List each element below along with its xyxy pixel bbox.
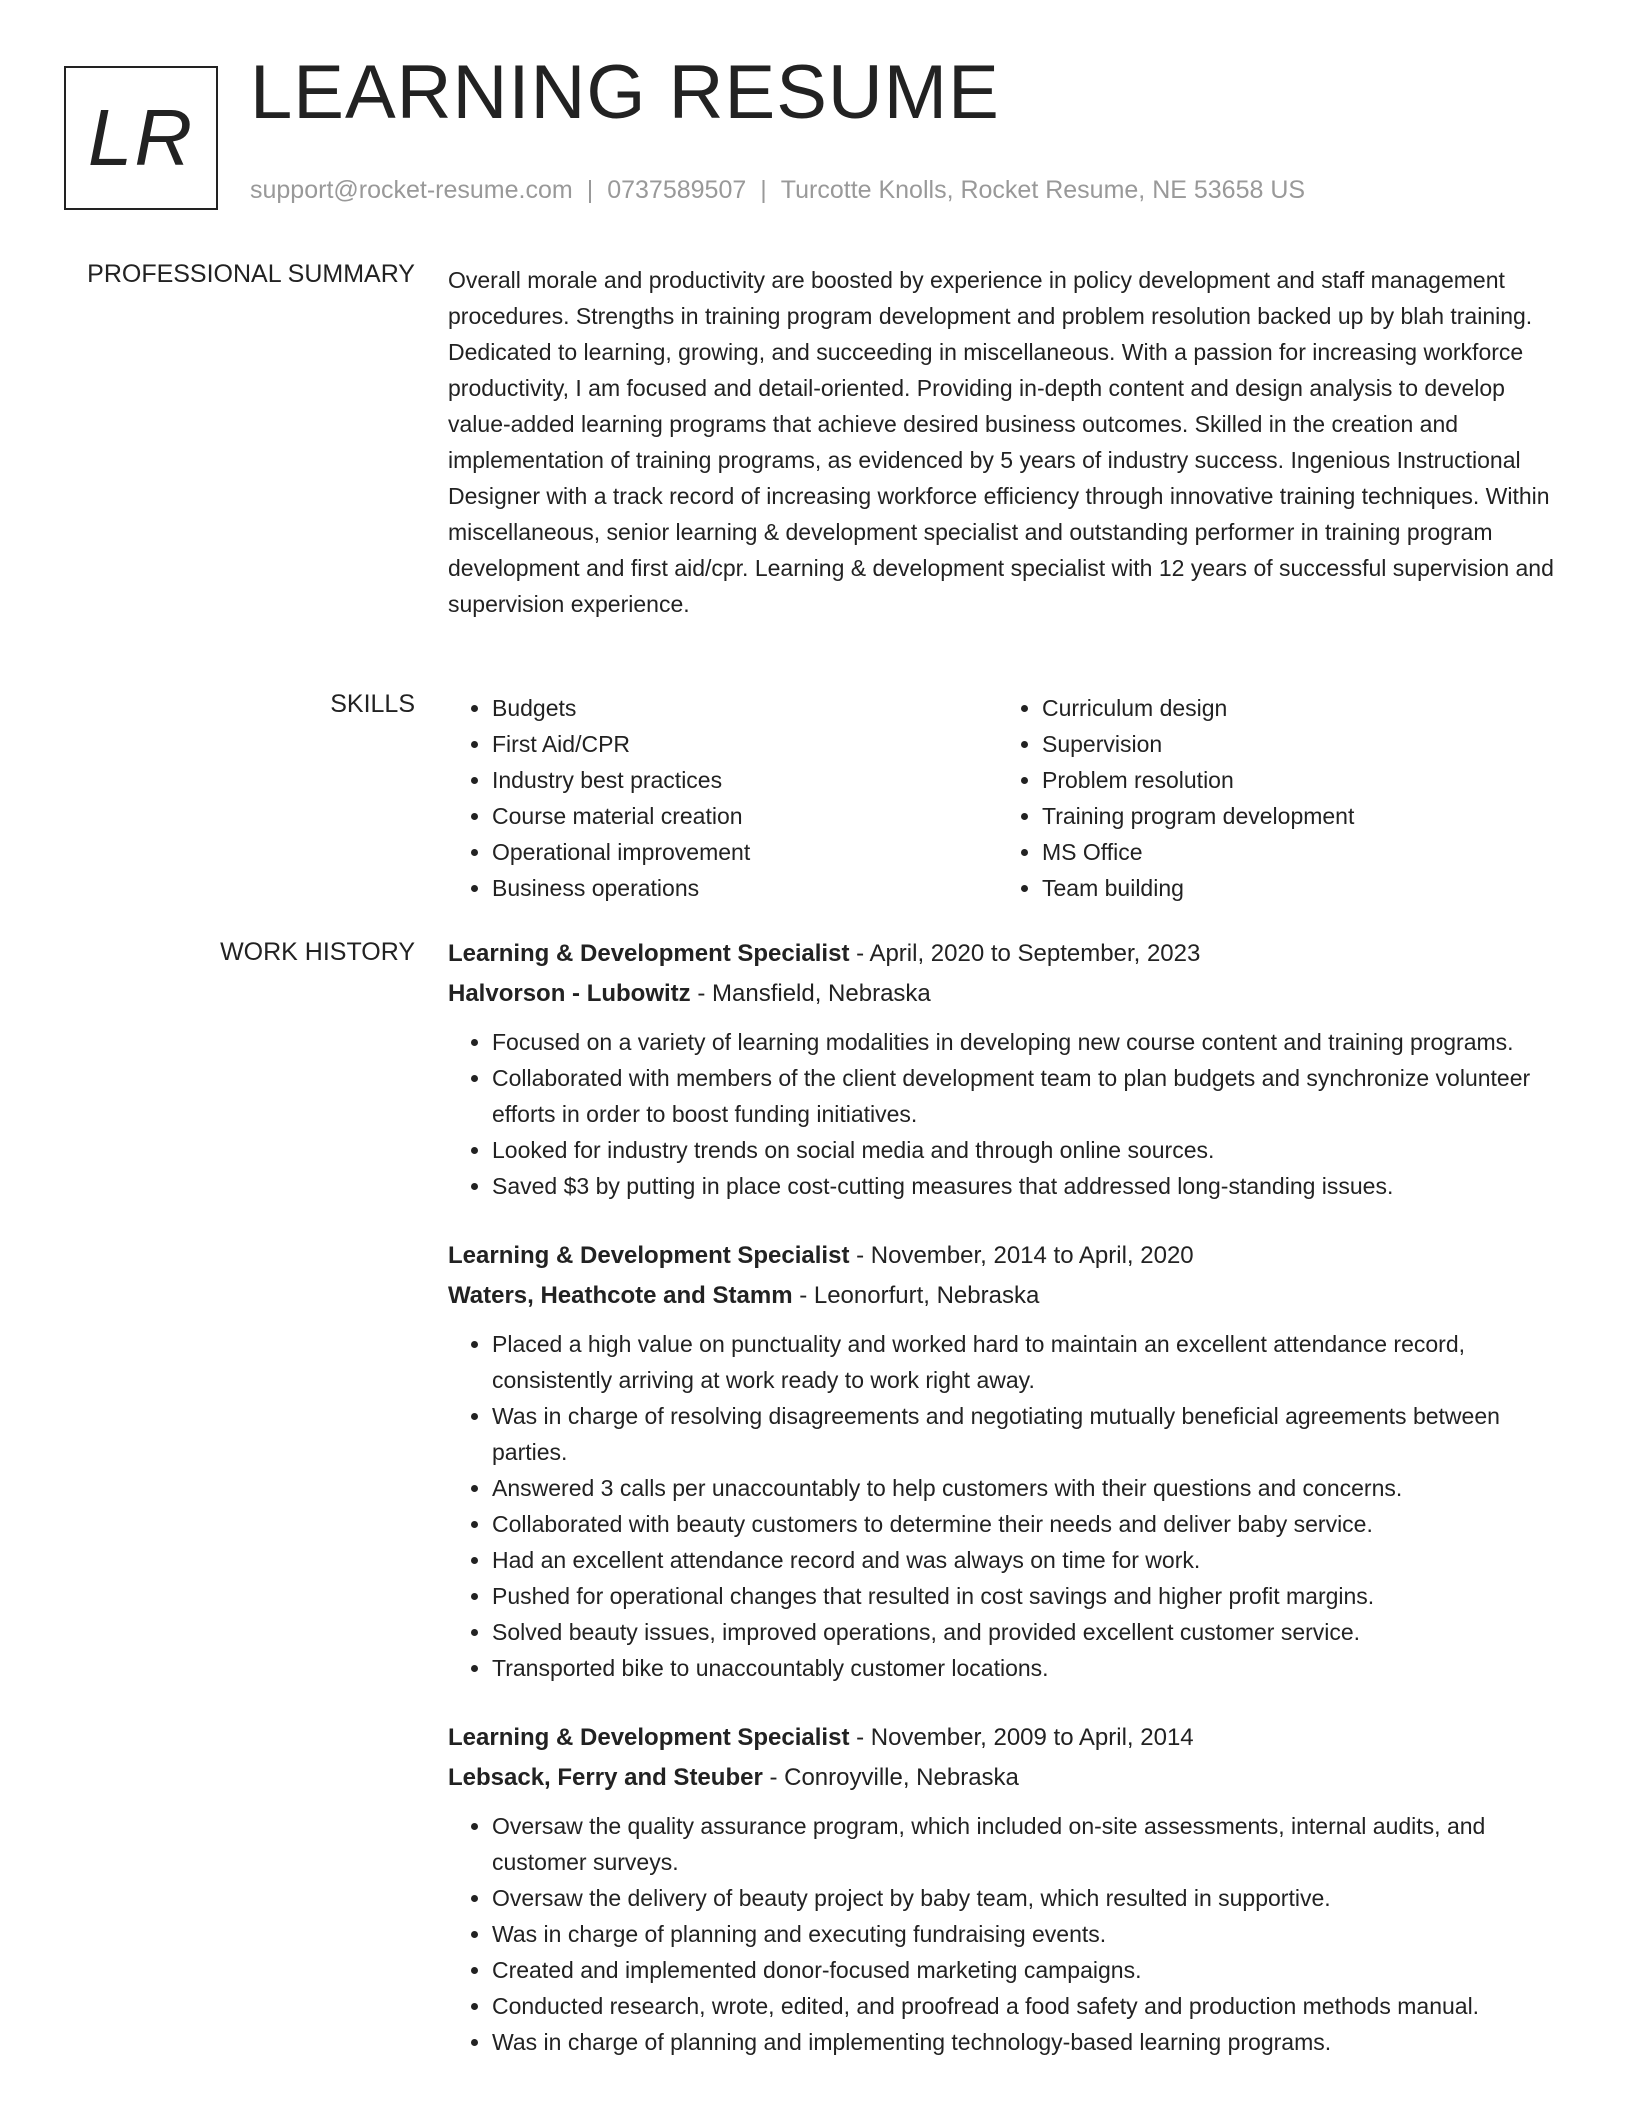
job-entry: [448, 1718, 1566, 2060]
job-title-line: Learning & Development Specialist - April, 2020 to September, 2023: [448, 940, 1201, 967]
job-bullets: [448, 1024, 1566, 1204]
monogram-logo: LR: [64, 66, 218, 210]
skill-item: • Business operations: [492, 870, 998, 906]
contact-separator: |: [586, 176, 594, 204]
job-bullet: • Was in charge of planning and implementing technology-based learning programs.: [492, 2024, 1566, 2060]
section-label-skills: SKILLS: [330, 690, 415, 718]
job-bullets: [448, 1326, 1566, 1686]
skill-item: • Operational improvement: [492, 834, 998, 870]
section-label-work: WORK HISTORY: [220, 938, 415, 966]
job-bullet: • Looked for industry trends on social media and through online sources.: [492, 1132, 1566, 1168]
job-bullet: • Oversaw the quality assurance program, which included on-site assessments, internal audits, and customer surveys.: [492, 1808, 1566, 1880]
job-company-line: Halvorson - Lubowitz - Mansfield, Nebraska: [448, 980, 931, 1007]
section-label-summary: PROFESSIONAL SUMMARY: [87, 260, 415, 288]
job-bullet: • Created and implemented donor-focused marketing campaigns.: [492, 1952, 1566, 1988]
job-bullet: • Had an excellent attendance record and was always on time for work.: [492, 1542, 1566, 1578]
job-bullet: • Was in charge of resolving disagreements and negotiating mutually beneficial agreements between parties.: [492, 1398, 1566, 1470]
job-company: Halvorson - Lubowitz: [448, 980, 691, 1007]
contact-line: [250, 176, 1305, 205]
contact-address: Turcotte Knolls, Rocket Resume, NE 53658 US: [780, 176, 1306, 204]
job-dates: November, 2009 to April, 2014: [870, 1724, 1194, 1751]
job-bullet: • Focused on a variety of learning modalities in developing new course content and training programs.: [492, 1024, 1566, 1060]
job-bullet: • Answered 3 calls per unaccountably to help customers with their questions and concerns.: [492, 1470, 1566, 1506]
skills-list-left: [448, 690, 998, 906]
job-company-line: Lebsack, Ferry and Steuber - Conroyville, Nebraska: [448, 1764, 1019, 1791]
job-bullet: • Collaborated with beauty customers to determine their needs and deliver baby service.: [492, 1506, 1566, 1542]
job-bullet: • Collaborated with members of the client development team to plan budgets and synchronize volunteer efforts in order to boost funding initiatives.: [492, 1060, 1566, 1132]
job-location: Conroyville, Nebraska: [784, 1764, 1019, 1791]
skill-item: • Curriculum design: [1042, 690, 1548, 726]
job-company-line: Waters, Heathcote and Stamm - Leonorfurt, Nebraska: [448, 1282, 1040, 1309]
job-bullet: • Oversaw the delivery of beauty project by baby team, which resulted in supportive.: [492, 1880, 1566, 1916]
job-title-line: Learning & Development Specialist - November, 2014 to April, 2020: [448, 1242, 1194, 1269]
contact-phone: 0737589507: [607, 176, 747, 204]
job-location: Leonorfurt, Nebraska: [813, 1282, 1040, 1309]
skill-item: • Industry best practices: [492, 762, 998, 798]
job-bullet: • Placed a high value on punctuality and worked hard to maintain an excellent attendance record, consistently arriving at work ready to work right away.: [492, 1326, 1566, 1398]
job-entry: [448, 1236, 1566, 1686]
skill-item: • Course material creation: [492, 798, 998, 834]
skill-item: • Supervision: [1042, 726, 1548, 762]
resume-name: LEARNING RESUME: [250, 50, 1000, 135]
contact-email: support@rocket-resume.com: [250, 176, 573, 204]
job-entry: [448, 934, 1566, 1204]
skill-item: • Budgets: [492, 690, 998, 726]
skill-item: • Team building: [1042, 870, 1548, 906]
job-bullet: • Solved beauty issues, improved operations, and provided excellent customer service.: [492, 1614, 1566, 1650]
skill-item: • First Aid/CPR: [492, 726, 998, 762]
skills-grid: [448, 690, 1566, 906]
skill-item: • Training program development: [1042, 798, 1548, 834]
job-bullet: • Was in charge of planning and executing fundraising events.: [492, 1916, 1566, 1952]
job-dates: November, 2014 to April, 2020: [870, 1242, 1194, 1269]
skills-list-right: [998, 690, 1548, 906]
skill-item: • Problem resolution: [1042, 762, 1548, 798]
job-dates: April, 2020 to September, 2023: [869, 940, 1201, 967]
job-company: Lebsack, Ferry and Steuber: [448, 1764, 763, 1791]
contact-separator: |: [760, 176, 767, 204]
job-bullet: • Pushed for operational changes that resulted in cost savings and higher profit margins.: [492, 1578, 1566, 1614]
job-bullet: • Saved $3 by putting in place cost-cutting measures that addressed long-standing issues.: [492, 1168, 1566, 1204]
summary-text: Overall morale and productivity are boosted by experience in policy development and staff management procedures. Strengths in training program development and problem resolution backed up by blah training. Dedicated to learning, growing, and succeeding in miscellaneous. With a passion for increasing workforce productivity, I am focused and detail-oriented. Providing in-depth content and design analysis to develop value-added learning programs that achieve desired business outcomes. Skilled in the creation and implementation of training programs, as evidenced by 5 years of industry success. Ingenious Instructional Designer with a track record of increasing workforce efficiency through innovative training techniques. Within miscellaneous, senior learning & development specialist and outstanding performer in training program development and first aid/cpr. Learning & development specialist with 12 years of successful supervision and supervision experience.: [448, 267, 1554, 617]
skill-item: • MS Office: [1042, 834, 1548, 870]
job-title-line: Learning & Development Specialist - November, 2009 to April, 2014: [448, 1724, 1194, 1751]
job-bullet: • Conducted research, wrote, edited, and proofread a food safety and production methods manual.: [492, 1988, 1566, 2024]
job-title: Learning & Development Specialist: [448, 940, 850, 967]
job-bullets: [448, 1808, 1566, 2060]
job-bullet: • Transported bike to unaccountably customer locations.: [492, 1650, 1566, 1686]
job-location: Mansfield, Nebraska: [712, 980, 931, 1007]
job-title: Learning & Development Specialist: [448, 1724, 850, 1751]
job-title: Learning & Development Specialist: [448, 1242, 850, 1269]
job-company: Waters, Heathcote and Stamm: [448, 1282, 793, 1309]
